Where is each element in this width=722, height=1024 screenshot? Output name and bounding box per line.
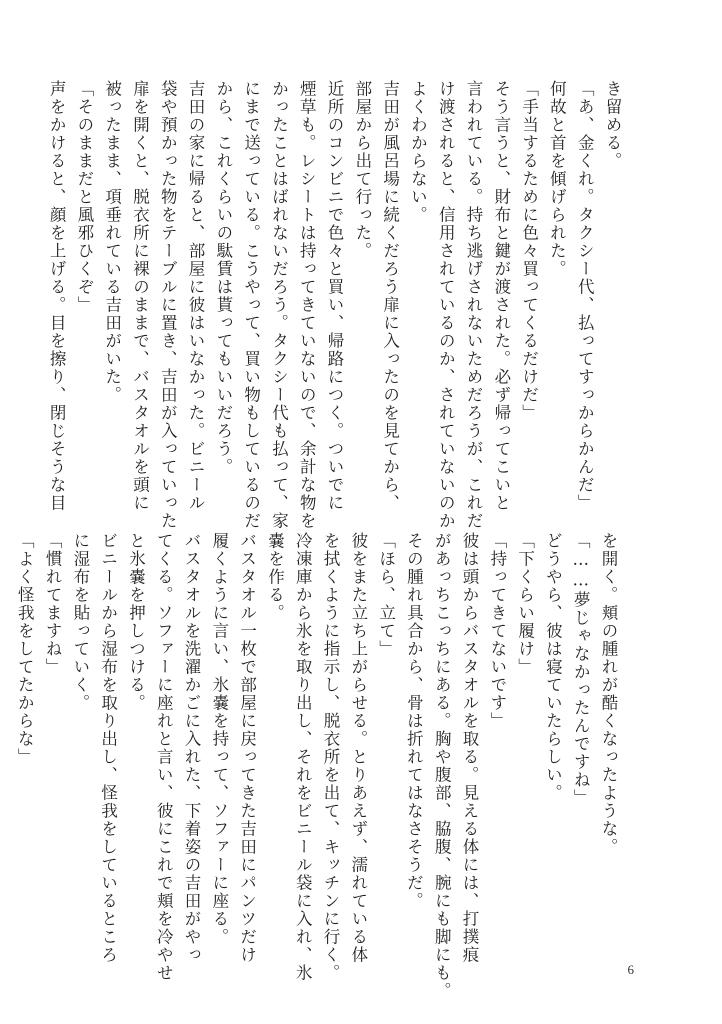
text-column: 吉田の家に帰ると、部屋に彼はいなかった。ビニール <box>186 80 206 512</box>
text-column: 「ほら、立て」 <box>376 532 396 658</box>
text-column: け渡されると、信用されているのか、されていないのか <box>436 80 456 530</box>
text-column: 嚢を作る。 <box>265 532 285 622</box>
text-column: 言われている。持ち逃げされないためだろうが、これだ <box>464 80 484 530</box>
text-column: かったことはばれないだろう。タクシー代も払って、家 <box>269 80 289 530</box>
text-column: き留める。 <box>603 80 622 170</box>
text-column: 「手当するために色々買ってくるだけだ」 <box>519 80 539 422</box>
text-column: 「下くらい履け」 <box>515 532 535 676</box>
text-column: 扉を開くと、脱衣所に裸のままで、バスタオルを頭に <box>130 80 150 512</box>
text-column: にまで送っている。こうやって、買い物もしているのだ <box>241 80 261 530</box>
text-column: 近所のコンビニで色々と買い、帰路につく。ついでに <box>325 80 345 512</box>
text-column: と氷嚢を押しつける。 <box>126 532 146 712</box>
text-column: 彼は頭からバスタオルを取る。見える体には、打撲痕 <box>460 532 480 964</box>
text-column: を拭くように指示し、脱衣所を出て、キッチンに行く。 <box>321 532 341 982</box>
text-column: 部屋から出て行った。 <box>352 80 372 260</box>
text-column: 袋や預かった物をテーブルに置き、吉田が入っていった <box>158 80 178 530</box>
text-column: 彼をまた立ち上がらせる。とりあえず、濡れている体 <box>348 532 368 964</box>
text-column: 声をかけると、顔を上げる。目を擦り、閉じそうな目 <box>47 80 67 512</box>
upper-text-block <box>42 80 626 530</box>
text-column: てくる。ソファーに座れと言い、彼にこれで頬を冷やせ <box>154 532 174 982</box>
text-column: から、これくらいの駄賃は貰ってもいいだろう。 <box>213 80 233 476</box>
text-column: 吉田が風呂場に続くだろう扉に入ったのを見てから、 <box>380 80 400 512</box>
text-column: 「そのままだと風邪ひくぞ」 <box>74 80 94 314</box>
text-column: どうやら、彼は寝ていたらしい。 <box>543 532 563 802</box>
text-column: を開く。頬の腫れが酷くなったような。 <box>599 532 618 856</box>
text-column: 「慣れてますね」 <box>43 532 63 676</box>
text-column: 「あ、金くれ。タクシー代、払ってすっからかんだ」 <box>575 80 595 512</box>
text-column: バスタオル一枚で部屋に戻ってきた吉田にパンツだけ <box>237 532 257 964</box>
text-column: 煙草も。レシートは持ってきていないので、余計な物を <box>297 80 317 530</box>
text-column: 冷凍庫から氷を取り出し、それをビニール袋に入れ、氷 <box>293 532 313 982</box>
lower-text-block <box>10 532 622 1000</box>
text-column: 被ったまま、項垂れている吉田がいた。 <box>102 80 122 404</box>
text-column: 「持ってきてないです」 <box>487 532 507 730</box>
text-column: そう言うと、財布と鍵が渡された。必ず帰ってこいと <box>491 80 511 512</box>
text-column: バスタオルを洗濯かごに入れた、下着姿の吉田がやっ <box>182 532 202 964</box>
text-column: その腫れ具合から、骨は折れてはなさそうだ。 <box>404 532 424 910</box>
text-column: があっちこっちにある。胸や腹部、脇腹、腕にも脚にも。 <box>432 532 452 1000</box>
page-number: 6 <box>627 962 634 977</box>
text-column: 「……夢じゃなかったんですね」 <box>571 532 591 807</box>
text-column: に湿布を貼っていく。 <box>70 532 90 712</box>
text-column: 履くように言い、氷嚢を持って、ソファーに座る。 <box>209 532 229 946</box>
text-column: 何故と首を傾げられた。 <box>547 80 567 278</box>
text-column: よくわからない。 <box>408 80 428 224</box>
text-column: ビニールから湿布を取り出し、怪我をしているところ <box>98 532 118 964</box>
text-column: 「よく怪我をしてたからな」 <box>15 532 35 766</box>
